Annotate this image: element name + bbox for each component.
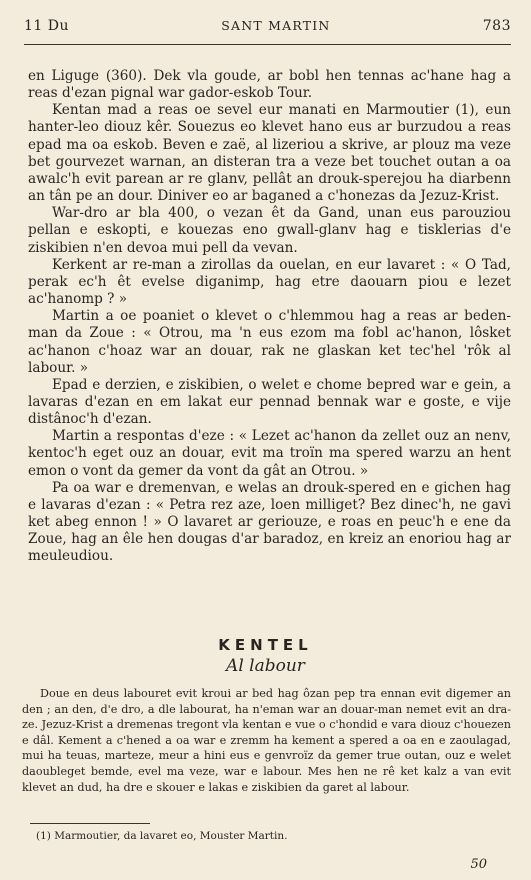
header-date: 11 Du [24,18,70,34]
section-heading: KENTEL [218,636,313,654]
header-page-number: 783 [482,18,511,34]
running-header [24,18,511,34]
paragraph: Pa oa war e dremenvan, e welas an drouk-spered en e gichen hag e lavaras d'ezan : « Petra rez aze, loen milliget? Bez dinec'h, ne gavi ket abeg ennon ! » O lavaret ar geriouze, e roas en peuc'h e ene da Zoue, hag an êle hen dougas d'ar baradoz, en kreiz an enoriou hag ar meuleudiou. [28,479,511,565]
paragraph: en Liguge (360). Dek vla goude, ar bobl hen tennas ac'hane hag a reas d'ezan pignal war gador-eskob Tour. [28,68,511,102]
paragraph: Martin a oe poaniet o klevet o c'hlemmou hag a reas ar beden-man da Zoue : « Otrou, ma 'n eus ezom ma fobl ac'hanon, lôsket ac'hanon c'hoaz war an douar, rak ne glaskan ket tec'hel 'rôk al labour. » [28,308,511,376]
lesson-text [22,686,511,795]
paragraph: Epad e derzien, e ziskibien, o welet e chome bepred war e gein, a lavaras d'ezan en em lakat eur pennad bennak war e goste, e vije distânoc'h d'ezan. [28,376,511,428]
footnote: (1) Marmoutier, da lavaret eo, Mouster Martin. [36,830,288,842]
paragraph: Kentan mad a reas oe sevel eur manati en Marmoutier (1), eun hanter-leo diouz kêr. Souezus eo klevet hano eus ar burzudou a reas epad ma oa eskob. Beven e zaë, al lizeriou a skrive, ar plouz ma veze bet gourvezet warnan, an disteran tra a veze bet touchet outan a oa awalc'h evit parean ar re glanv, pellât an drouk-sperejou ha diarbenn an tân pe an dour. Diniver eo ar baganed a c'honezas da Jezuz-Krist. [28,102,511,205]
paragraph: Martin a respontas d'eze : « Lezet ac'hanon da zellet ouz an nenv, kentoc'h eget ouz an douar, evit ma troïn ma spered warzu an hent emon o vont da gemer da vont da gât an Otrou. » [28,428,511,479]
header-rule [24,44,511,45]
folio: 50 [470,857,487,872]
paragraph: Kerkent ar re-man a zirollas da ouelan, en eur lavaret : « O Tad, perak ec'h êt evelse diganimp, hag etre daouarn piou e lezet ac'hanomp ? » [28,256,511,308]
paragraph: War-dro ar bla 400, o vezan êt da Gand, unan eus parouziou pellan e eskopti, e kouezas eno gwall-glanv hag e tisklerias d'e ziskibien n'en devoa mui pell da vevan. [28,205,511,256]
lesson-paragraph: Doue en deus labouret evit kroui ar bed hag ôzan pep tra ennan evit digemer an den ; an den, d'e dro, a dle labourat, ha n'eman war an douar-man nemet evit an dra-ze. Jezuz-Krist a dremenas tregont vla kentan e vue o c'hondid e vara diouz c'houezen e dâl. Kement a c'hened a oa war e zremm ha kement a spered a oa en e zaoulagad, mui ha teuas, marteze, meur a hini eus e genvroïz da gemer true outan, ouz e welet daoubleget bemde, evel ma veze, war e labour. Mes hen ne rê ket kalz a van evit klevet an dud, ha dre e skouer e lakas e ziskibien da garet al labour. [22,687,511,794]
footnote-rule [30,823,150,824]
section-subtitle: Al labour [226,656,305,676]
header-title: SANT MARTIN [221,18,331,33]
main-text [28,68,511,566]
